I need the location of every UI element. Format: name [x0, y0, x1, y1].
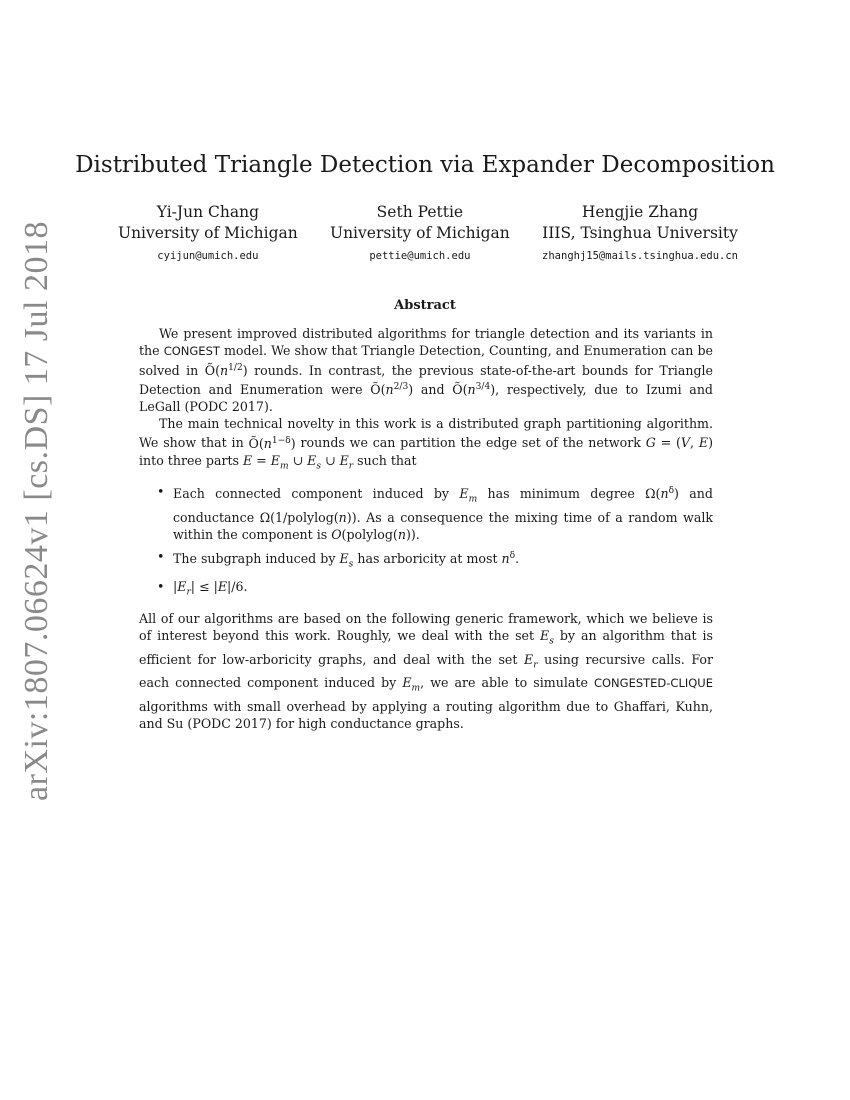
text-run: , respectively, due to Izumi and LeGall (PODC 2017).: [139, 382, 713, 415]
math-bound: $Õ(n^{3/4})$: [452, 382, 496, 398]
math-bound: $Õ(n^{1-\delta})$: [248, 435, 296, 451]
author-1: [118, 202, 298, 268]
author-email: zhanghj15@mails.tsinghua.edu.cn: [542, 250, 738, 262]
text-run: algorithms with small overhead by applying a routing algorithm due to Ghaffari, Kuhn, and Su (PODC 2017) for high conductance graphs.: [139, 698, 713, 731]
math-expr: $\Omega(n^\delta)$: [645, 486, 679, 502]
author-2: [330, 202, 510, 268]
author-affiliation: University of Michigan: [118, 224, 298, 242]
text-run: using recursive calls. For each connected component induced by: [139, 651, 713, 691]
abstract-paragraph-3: [139, 610, 713, 732]
author-email: cyijun@umich.edu: [157, 250, 259, 262]
text-run: model. We show that Triangle Detection, Counting, and Enumeration can be solved in: [139, 343, 713, 379]
list-item: [173, 548, 713, 574]
abstract-body: [139, 325, 713, 732]
arxiv-stamp-text: arXiv:1807.06624v1 [cs.DS] 17 Jul 2018: [18, 221, 55, 801]
text-run: The main technical novelty in this work is a distributed graph partitioning algorithm. We show that in: [139, 416, 713, 451]
text-run: We present improved distributed algorithms for triangle detection and its variants in the: [139, 326, 713, 358]
arxiv-identifier-stamp: [12, 221, 62, 801]
math-expr: $|E_r| \le |E|/6$.: [173, 579, 248, 598]
list-item: [173, 578, 713, 602]
abstract-paragraph-1: [139, 325, 713, 415]
text-run: , we are able to simulate: [420, 675, 588, 691]
author-name: Seth Pettie: [376, 203, 464, 221]
property-list: [139, 483, 713, 602]
text-run: .: [515, 550, 520, 566]
text-run: and conductance: [173, 486, 713, 525]
math-partition: $E = E_m$ ∪ $E_s$ ∪ $E_r$: [243, 452, 354, 472]
text-run: has minimum degree: [487, 486, 635, 502]
math-expr: $n^\delta$: [501, 550, 516, 566]
abstract-heading: Abstract: [394, 298, 456, 313]
author-block: [118, 202, 738, 268]
paper-title: Distributed Triangle Detection via Expander Decomposition: [75, 152, 775, 178]
math-bound: $Õ(n^{1/2})$: [204, 363, 248, 379]
math-expr: Ω(1/polylog(n)): [259, 509, 357, 525]
author-affiliation: IIIS, Tsinghua University: [542, 224, 738, 242]
author-3: [542, 202, 738, 268]
text-run: The subgraph induced by: [173, 550, 336, 566]
math-expr: O(polylog(n)): [331, 526, 416, 542]
text-run: . As a consequence the mixing time of a random walk within the component is: [173, 509, 713, 542]
math-symbol: $E_s$: [540, 628, 554, 647]
text-run: Each connected component induced by: [173, 486, 450, 502]
text-run: All of our algorithms are based on the following generic framework, which we believe is of interest beyond this work. Roughly, we deal with the set: [139, 611, 713, 643]
text-run: rounds we can partition the edge set of the network: [300, 435, 641, 451]
author-name: Yi-Jun Chang: [156, 203, 259, 221]
text-run: and: [420, 382, 445, 398]
abstract-paragraph-2: [139, 415, 713, 475]
congested-clique-model-name: CONGESTED-CLIQUE: [593, 676, 713, 691]
text-run: by an algorithm that is efficient for low-arboricity graphs, and deal with the set: [139, 628, 713, 667]
text-run: rounds. In contrast, the previous state-of-the-art bounds for Triangle Detection and Enumeration were: [139, 363, 713, 398]
list-item: [173, 483, 713, 543]
text-run: into three parts: [139, 452, 239, 468]
author-email: pettie@umich.edu: [369, 250, 471, 262]
math-symbol: $E_m$: [402, 675, 421, 694]
math-symbol: $E_m$: [459, 486, 478, 505]
text-run: such that: [357, 452, 417, 468]
author-name: Hengjie Zhang: [581, 203, 699, 221]
text-run: .: [415, 526, 420, 542]
math-bound: $Õ(n^{2/3})$: [370, 382, 414, 398]
math-symbol: $E_r$: [524, 651, 538, 671]
congest-model-name: CONGEST: [163, 344, 220, 358]
math-symbol: $E_s$: [339, 550, 354, 570]
author-affiliation: University of Michigan: [330, 224, 510, 242]
text-run: has arboricity at most: [357, 550, 498, 566]
math-graph: G = (V, E): [645, 435, 713, 451]
